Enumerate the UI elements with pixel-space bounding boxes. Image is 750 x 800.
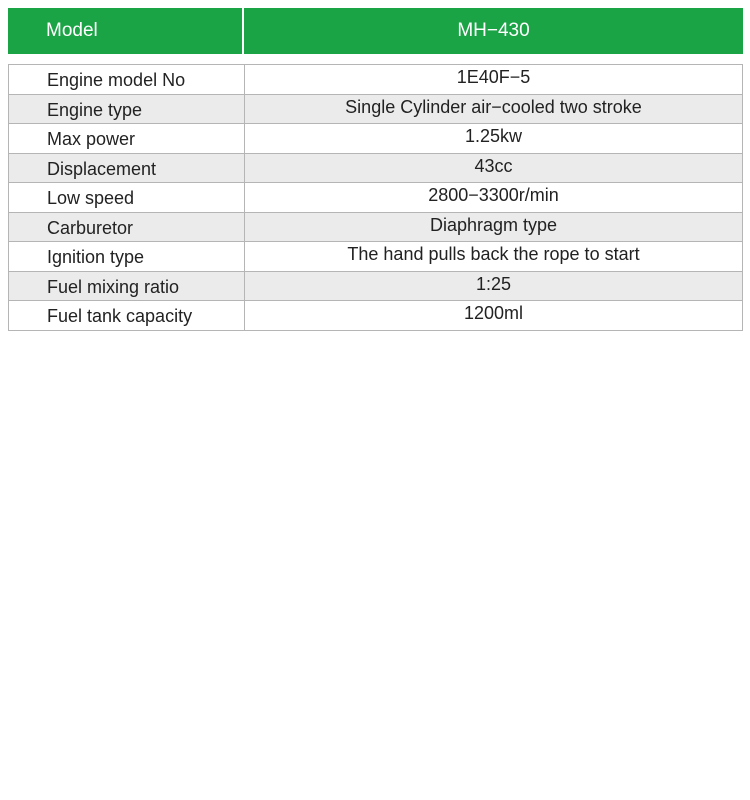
row-label: Engine model No <box>9 65 245 94</box>
header-label: Model <box>8 8 244 54</box>
row-label: Low speed <box>9 183 245 212</box>
table-row <box>9 272 742 302</box>
row-value: 2800−3300r/min <box>428 185 559 206</box>
row-value: 1200ml <box>463 303 524 324</box>
table-row <box>9 183 742 213</box>
row-value: 1:25 <box>475 273 512 294</box>
row-label: Carburetor <box>9 213 245 242</box>
row-label: Max power <box>9 124 245 153</box>
table-body <box>8 64 743 331</box>
row-label: Fuel mixing ratio <box>9 272 245 301</box>
row-value: The hand pulls back the rope to start <box>347 244 640 265</box>
row-label: Displacement <box>9 154 245 183</box>
table-row <box>9 213 742 243</box>
row-value: Diaphragm type <box>429 214 558 235</box>
row-label: Ignition type <box>9 242 245 271</box>
spec-table <box>8 8 743 331</box>
table-row <box>9 124 742 154</box>
header-model-value: MH−430 <box>457 20 530 41</box>
table-row <box>9 242 742 272</box>
table-row <box>9 65 742 95</box>
row-value: 43cc <box>474 155 513 176</box>
table-header <box>8 8 743 54</box>
table-row <box>9 301 742 331</box>
row-value: 1.25kw <box>464 126 523 147</box>
row-value: 1E40F−5 <box>456 67 531 88</box>
row-label: Engine type <box>9 95 245 124</box>
table-row <box>9 154 742 184</box>
row-label: Fuel tank capacity <box>9 301 245 330</box>
table-row <box>9 95 742 125</box>
header-gap <box>8 54 743 64</box>
row-value: Single Cylinder air−cooled two stroke <box>345 96 642 117</box>
